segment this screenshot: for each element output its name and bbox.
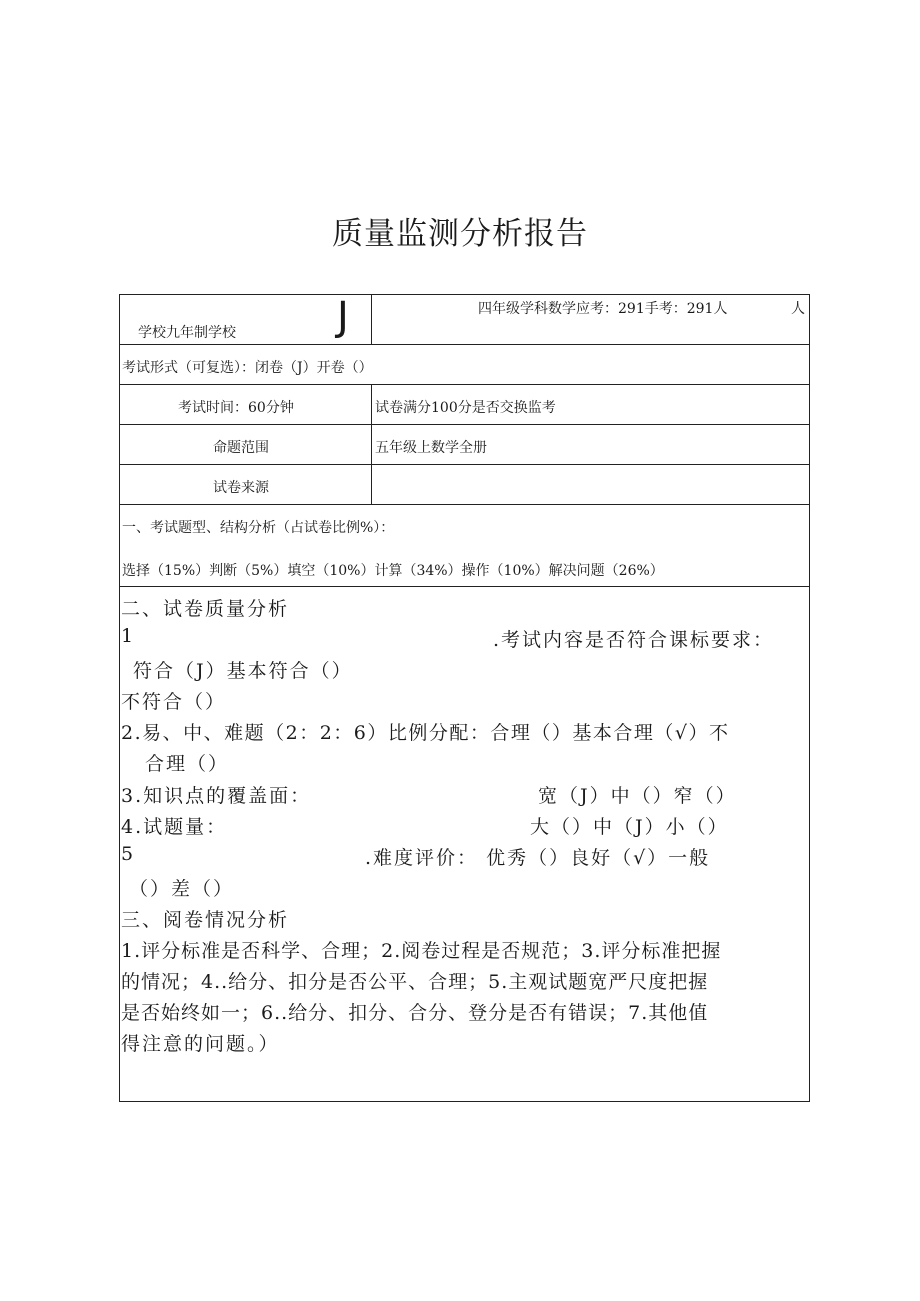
- row-divider: [119, 504, 809, 505]
- school-name: 学校九年制学校: [138, 325, 236, 341]
- grade-info: 四年级学科数学应考：291手考：291人: [478, 301, 728, 317]
- q2-line2: 合理（）: [145, 753, 230, 775]
- column-divider: [371, 295, 372, 344]
- q2-line1: 2.易、中、难题（2：2：6）比例分配：合理（）基本合理（√）不: [121, 722, 730, 744]
- question-types: 选择（15%）判断（5%）填空（10%）计算（34%）操作（10%）解决问题（26%）: [122, 563, 664, 579]
- row-divider: [119, 464, 809, 465]
- section2-heading: 二、试卷质量分析: [121, 598, 290, 620]
- q1-option2: 不符合（）: [121, 691, 227, 713]
- q5-continuation: （）差（）: [129, 878, 235, 900]
- q1-number: 1: [121, 625, 136, 647]
- row-divider: [119, 424, 809, 425]
- section1-heading: 一、考试题型、结构分析（占试卷比例%）：: [122, 520, 395, 536]
- section3-line2: 的情况；4..给分、扣分是否公平、合理；5.主观试题宽严尺度把握: [121, 971, 709, 993]
- exam-form: 考试形式（可复选）：闭卷（J）开卷（）: [122, 360, 373, 376]
- source-label: 试卷来源: [213, 480, 269, 496]
- page-title: 质量监测分析报告: [332, 216, 588, 252]
- row-divider: [119, 344, 809, 345]
- section3-line3: 是否始终如一；6..给分、扣分、合分、登分是否有错误；7.其他值: [121, 1002, 709, 1024]
- section3-heading: 三、阅卷情况分析: [121, 909, 290, 931]
- check-mark: J: [337, 294, 349, 340]
- q1-option1: 符合（J）基本符合（）: [133, 660, 353, 682]
- q4-options: 大（）中（J）小（）: [530, 816, 729, 838]
- section3-line1: 1.评分标准是否科学、合理；2.阅卷过程是否规范；3.评分标准把握: [121, 940, 722, 962]
- row-divider: [119, 384, 809, 385]
- scope-label: 命题范围: [213, 440, 269, 456]
- q5-number: 5: [121, 843, 136, 865]
- row-divider: [119, 586, 809, 587]
- score-info: 试卷满分100分是否交换监考: [375, 400, 556, 416]
- q3-label: 3.知识点的覆盖面：: [121, 785, 312, 807]
- column-divider: [371, 385, 372, 504]
- q1-text: .考试内容是否符合课标要求：: [493, 629, 775, 651]
- scope-value: 五年级上数学全册: [375, 440, 487, 456]
- grade-unit: 人: [791, 301, 805, 317]
- q4-label: 4.试题量：: [121, 816, 228, 838]
- exam-time: 考试时间：60分钟: [178, 400, 294, 416]
- q5-text: .难度评价： 优秀（）良好（√）一般: [365, 847, 711, 869]
- q3-options: 宽（J）中（）窄（）: [538, 785, 737, 807]
- section3-line4: 得注意的问题。）: [121, 1033, 280, 1055]
